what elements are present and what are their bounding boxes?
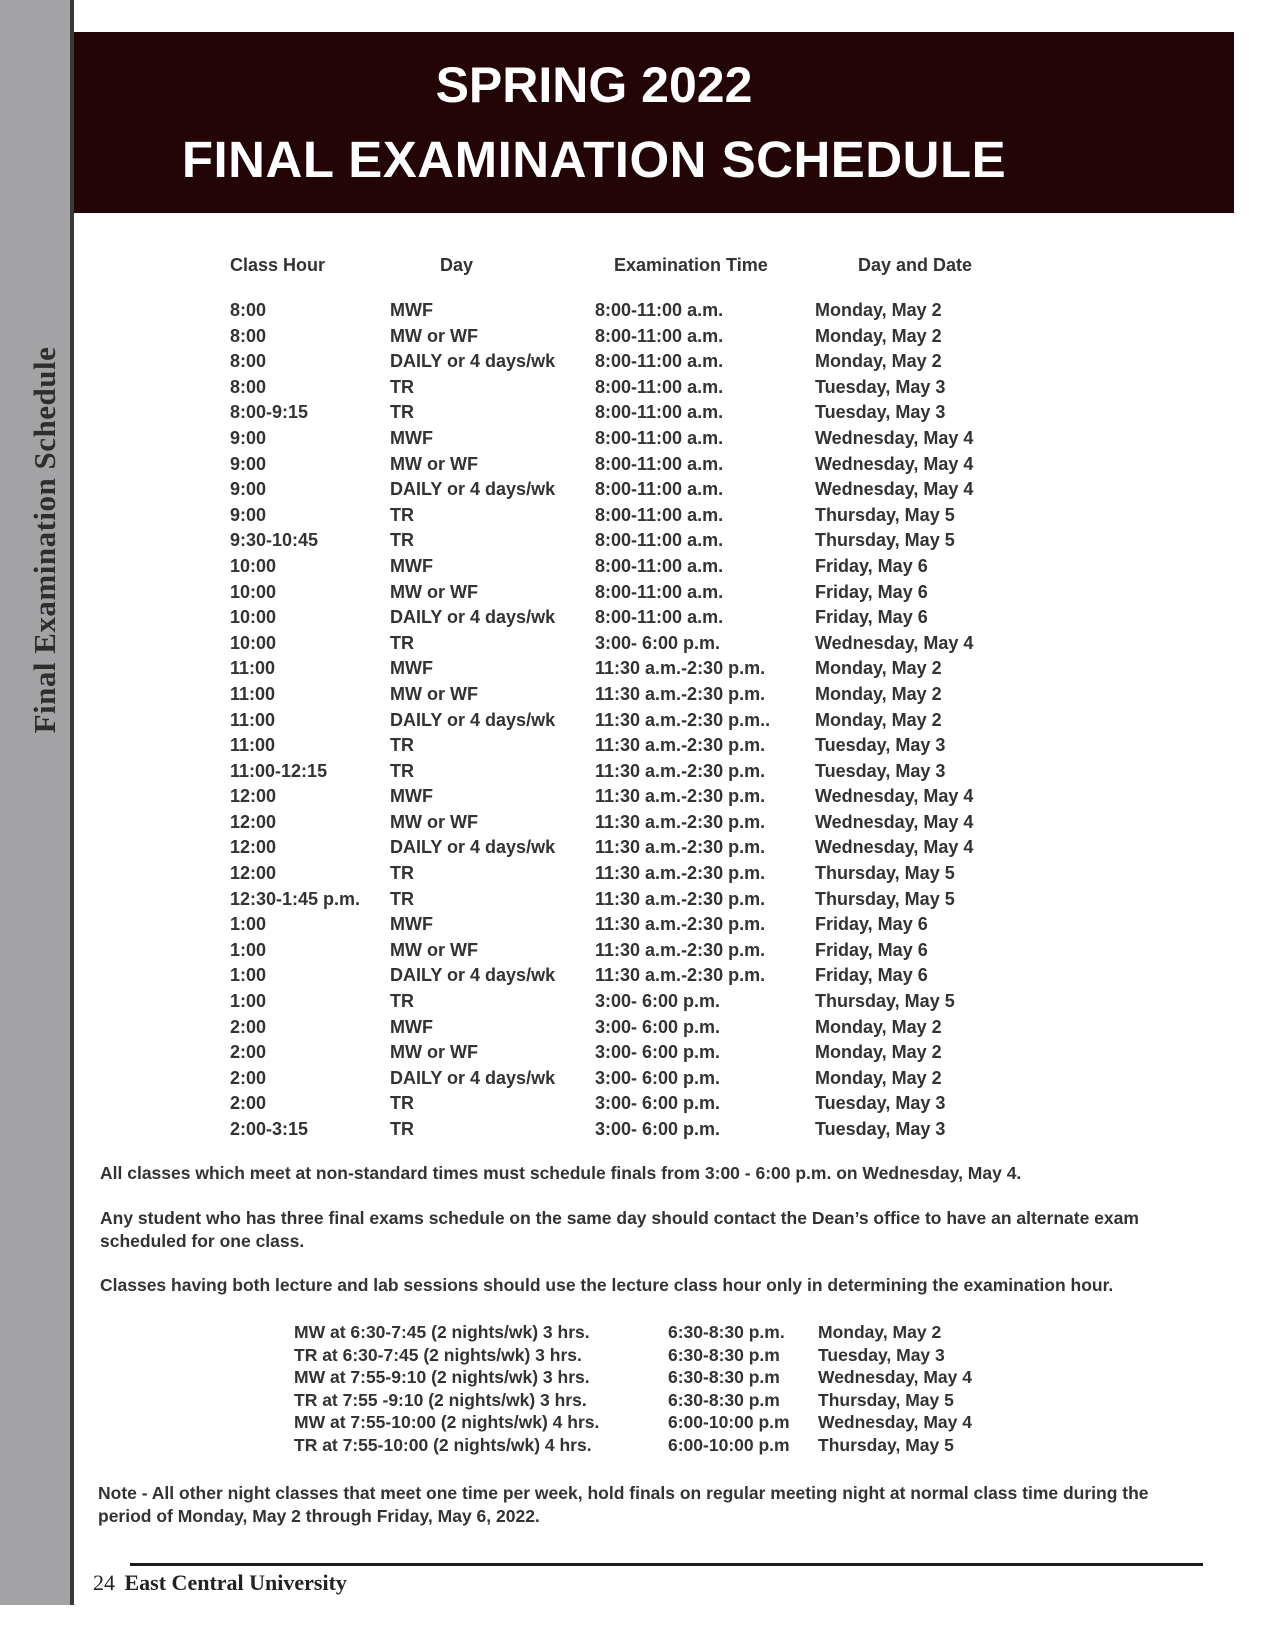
day-date-cell: Thursday, May 5 (815, 530, 955, 551)
day-date-cell: Wednesday, May 4 (815, 632, 974, 653)
day-cell: TR (390, 991, 414, 1012)
night-date-cell: Tuesday, May 3 (818, 1344, 945, 1365)
note-night-classes: Note - All other night classes that meet one time per week, hold finals on regular meeting night at normal class time during the period of Monday, May 2 through Friday, May 6, 2022. (98, 1483, 1149, 1526)
exam-time-cell: 11:30 a.m.-2:30 p.m. (595, 837, 766, 858)
column-header-exam-time: Examination Time (614, 255, 768, 275)
day-date-cell: Wednesday, May 4 (815, 837, 974, 858)
exam-time-cell: 8:00-11:00 a.m. (595, 325, 724, 346)
class-hour-cell: 9:00 (230, 504, 267, 525)
day-cell: TR (390, 863, 414, 884)
night-time-cell: 6:30-8:30 p.m (668, 1344, 780, 1365)
class-hour-cell: 11:00 (230, 735, 276, 756)
night-class-table (0, 1322, 1275, 1458)
table-row (0, 710, 1275, 736)
day-cell: MW or WF (390, 683, 478, 704)
day-cell: TR (390, 530, 414, 551)
table-row (0, 786, 1275, 812)
class-hour-cell: 10:00 (230, 607, 277, 628)
day-cell: TR (390, 1093, 414, 1114)
day-date-cell: Tuesday, May 3 (815, 376, 946, 397)
day-cell: MWF (390, 658, 433, 679)
day-cell: MWF (390, 555, 433, 576)
night-class-cell: TR at 7:55 -9:10 (2 nights/wk) 3 hrs. (294, 1389, 587, 1410)
table-row (0, 761, 1275, 787)
day-date-cell: Friday, May 6 (815, 939, 928, 960)
column-header-day-date: Day and Date (858, 255, 973, 275)
class-hour-cell: 1:00 (230, 965, 267, 986)
table-row (0, 1119, 1275, 1145)
class-hour-cell: 2:00 (230, 1042, 267, 1063)
day-cell: MWF (390, 786, 433, 807)
day-cell: TR (390, 1119, 414, 1139)
table-row (0, 735, 1275, 761)
table-row (0, 633, 1275, 659)
night-row (0, 1367, 1275, 1390)
day-date-cell: Monday, May 2 (815, 1042, 942, 1063)
day-date-cell: Thursday, May 5 (815, 991, 955, 1012)
exam-time-cell: 3:00- 6:00 p.m. (595, 991, 721, 1012)
table-row (0, 684, 1275, 710)
day-cell: DAILY or 4 days/wk (390, 351, 556, 372)
night-date-cell: Thursday, May 5 (818, 1389, 954, 1410)
class-hour-cell: 12:00 (230, 811, 277, 832)
day-date-cell: Thursday, May 5 (815, 863, 955, 884)
class-hour-cell: 12:30-1:45 p.m. (230, 888, 361, 909)
night-class-cell: MW at 7:55-10:00 (2 nights/wk) 4 hrs. (294, 1412, 600, 1433)
table-row (0, 402, 1275, 428)
day-date-cell: Friday, May 6 (815, 555, 928, 576)
day-date-cell: Monday, May 2 (815, 300, 942, 320)
table-row (0, 479, 1275, 505)
exam-time-cell: 8:00-11:00 a.m. (595, 351, 724, 372)
table-row (0, 658, 1275, 684)
class-hour-cell: 2:00 (230, 1016, 267, 1037)
day-date-cell: Tuesday, May 3 (815, 402, 946, 423)
day-cell: DAILY or 4 days/wk (390, 607, 556, 628)
exam-time-cell: 3:00- 6:00 p.m. (595, 1119, 721, 1139)
class-hour-cell: 2:00 (230, 1093, 267, 1114)
exam-time-cell: 3:00- 6:00 p.m. (595, 1016, 721, 1037)
exam-time-cell: 8:00-11:00 a.m. (595, 555, 724, 576)
day-date-cell: Wednesday, May 4 (815, 427, 974, 448)
table-row (0, 377, 1275, 403)
class-hour-cell: 8:00 (230, 325, 267, 346)
exam-time-cell: 11:30 a.m.-2:30 p.m. (595, 965, 766, 986)
column-header-day: Day (440, 255, 474, 275)
table-row (0, 454, 1275, 480)
exam-time-cell: 3:00- 6:00 p.m. (595, 1042, 721, 1063)
night-time-cell: 6:30-8:30 p.m. (668, 1322, 785, 1342)
day-cell: DAILY or 4 days/wk (390, 965, 556, 986)
table-row (0, 837, 1275, 863)
day-date-cell: Wednesday, May 4 (815, 811, 974, 832)
day-date-cell: Monday, May 2 (815, 325, 942, 346)
day-date-cell: Monday, May 2 (815, 683, 942, 704)
day-date-cell: Friday, May 6 (815, 914, 928, 935)
night-row (0, 1345, 1275, 1368)
day-cell: MWF (390, 914, 433, 935)
night-row (0, 1435, 1275, 1458)
table-row (0, 940, 1275, 966)
night-time-cell: 6:00-10:00 p.m (668, 1434, 790, 1455)
exam-time-cell: 11:30 a.m.-2:30 p.m.. (595, 709, 771, 730)
class-hour-cell: 1:00 (230, 991, 267, 1012)
day-cell: MW or WF (390, 581, 478, 602)
exam-time-cell: 8:00-11:00 a.m. (595, 504, 724, 525)
day-date-cell: Monday, May 2 (815, 1067, 942, 1088)
day-cell: TR (390, 760, 414, 781)
night-class-cell: TR at 7:55-10:00 (2 nights/wk) 4 hrs. (294, 1434, 592, 1455)
night-row (0, 1322, 1275, 1345)
class-hour-cell: 8:00 (230, 351, 267, 372)
exam-time-cell: 11:30 a.m.-2:30 p.m. (595, 760, 766, 781)
day-date-cell: Tuesday, May 3 (815, 735, 946, 756)
class-hour-cell: 12:00 (230, 837, 277, 858)
day-cell: MW or WF (390, 325, 478, 346)
day-date-cell: Tuesday, May 3 (815, 1093, 946, 1114)
class-hour-cell: 9:30-10:45 (230, 530, 319, 551)
table-row (0, 1042, 1275, 1068)
night-date-cell: Monday, May 2 (818, 1322, 942, 1342)
day-cell: DAILY or 4 days/wk (390, 709, 556, 730)
table-row (0, 300, 1275, 326)
day-date-cell: Wednesday, May 4 (815, 453, 974, 474)
day-date-cell: Thursday, May 5 (815, 888, 955, 909)
day-cell: TR (390, 632, 414, 653)
day-date-cell: Friday, May 6 (815, 607, 928, 628)
table-row (0, 607, 1275, 633)
class-hour-cell: 12:00 (230, 786, 277, 807)
day-date-cell: Monday, May 2 (815, 709, 942, 730)
table-row (0, 556, 1275, 582)
class-hour-cell: 10:00 (230, 555, 277, 576)
night-date-cell: Wednesday, May 4 (818, 1367, 972, 1388)
class-hour-cell: 11:00-12:15 (230, 760, 328, 781)
exam-time-cell: 3:00- 6:00 p.m. (595, 1067, 721, 1088)
exam-time-cell: 8:00-11:00 a.m. (595, 376, 724, 397)
night-class-cell: TR at 6:30-7:45 (2 nights/wk) 3 hrs. (294, 1344, 582, 1365)
class-hour-cell: 1:00 (230, 914, 267, 935)
night-time-cell: 6:30-8:30 p.m (668, 1367, 780, 1388)
day-cell: MW or WF (390, 939, 478, 960)
day-date-cell: Monday, May 2 (815, 658, 942, 679)
table-row (0, 530, 1275, 556)
day-cell: TR (390, 735, 414, 756)
day-cell: MWF (390, 1016, 433, 1037)
exam-time-cell: 11:30 a.m.-2:30 p.m. (595, 811, 766, 832)
note-lecture-lab: Classes having both lecture and lab sessions should use the lecture class hour only in determining the examination hour. (100, 1275, 1114, 1295)
class-hour-cell: 2:00-3:15 (230, 1119, 309, 1139)
exam-time-cell: 11:30 a.m.-2:30 p.m. (595, 735, 766, 756)
day-cell: TR (390, 402, 414, 423)
exam-time-cell: 11:30 a.m.-2:30 p.m. (595, 863, 766, 884)
day-cell: MW or WF (390, 811, 478, 832)
night-date-cell: Wednesday, May 4 (818, 1412, 972, 1433)
day-cell: TR (390, 504, 414, 525)
class-hour-cell: 1:00 (230, 939, 267, 960)
class-hour-cell: 10:00 (230, 632, 277, 653)
day-cell: MWF (390, 300, 433, 320)
university-name: East Central University (124, 1570, 347, 1595)
day-cell: TR (390, 376, 414, 397)
page-number: 24 (93, 1570, 115, 1595)
day-cell: DAILY or 4 days/wk (390, 1067, 556, 1088)
table-row (0, 863, 1275, 889)
table-row (0, 965, 1275, 991)
day-cell: MW or WF (390, 1042, 478, 1063)
header-semester: SPRING 2022 (435, 57, 753, 113)
day-date-cell: Monday, May 2 (815, 351, 942, 372)
exam-time-cell: 8:00-11:00 a.m. (595, 479, 724, 500)
exam-time-cell: 11:30 a.m.-2:30 p.m. (595, 683, 766, 704)
day-date-cell: Tuesday, May 3 (815, 1119, 946, 1139)
day-date-cell: Wednesday, May 4 (815, 479, 974, 500)
class-hour-cell: 12:00 (230, 863, 277, 884)
table-row (0, 889, 1275, 915)
class-hour-cell: 11:00 (230, 658, 276, 679)
day-date-cell: Friday, May 6 (815, 965, 928, 986)
day-cell: MW or WF (390, 453, 478, 474)
night-date-cell: Thursday, May 5 (818, 1434, 954, 1455)
class-hour-cell: 2:00 (230, 1067, 267, 1088)
exam-time-cell: 11:30 a.m.-2:30 p.m. (595, 914, 766, 935)
night-row (0, 1412, 1275, 1435)
class-hour-cell: 8:00 (230, 376, 267, 397)
exam-time-cell: 11:30 a.m.-2:30 p.m. (595, 786, 766, 807)
exam-time-cell: 8:00-11:00 a.m. (595, 427, 724, 448)
table-row (0, 351, 1275, 377)
day-cell: MWF (390, 427, 433, 448)
day-date-cell: Tuesday, May 3 (815, 760, 946, 781)
table-row (0, 1068, 1275, 1094)
exam-time-cell: 3:00- 6:00 p.m. (595, 1093, 721, 1114)
day-date-cell: Friday, May 6 (815, 581, 928, 602)
note-nonstandard: All classes which meet at non-standard times must schedule finals from 3:00 - 6:00 p.m. on Wednesday, May 4. (100, 1163, 1022, 1183)
class-hour-cell: 11:00 (230, 709, 276, 730)
side-section-label: Final Examination Schedule (27, 346, 62, 734)
class-hour-cell: 10:00 (230, 581, 277, 602)
table-row (0, 326, 1275, 352)
class-hour-cell: 8:00 (230, 300, 267, 320)
exam-time-cell: 8:00-11:00 a.m. (595, 453, 724, 474)
day-date-cell: Monday, May 2 (815, 1016, 942, 1037)
exam-time-cell: 8:00-11:00 a.m. (595, 402, 724, 423)
table-row (0, 914, 1275, 940)
day-cell: DAILY or 4 days/wk (390, 479, 556, 500)
page-footer (93, 1570, 347, 1596)
class-hour-cell: 11:00 (230, 683, 276, 704)
exam-time-cell: 11:30 a.m.-2:30 p.m. (595, 888, 766, 909)
footer-rule (130, 1563, 1203, 1566)
night-class-cell: MW at 6:30-7:45 (2 nights/wk) 3 hrs. (294, 1322, 590, 1342)
class-hour-cell: 9:00 (230, 479, 267, 500)
exam-time-cell: 11:30 a.m.-2:30 p.m. (595, 939, 766, 960)
page-header (74, 32, 1234, 213)
night-time-cell: 6:00-10:00 p.m (668, 1412, 790, 1433)
table-row (0, 505, 1275, 531)
class-hour-cell: 9:00 (230, 453, 267, 474)
table-row (0, 812, 1275, 838)
exam-time-cell: 8:00-11:00 a.m. (595, 530, 724, 551)
table-row (0, 1017, 1275, 1043)
day-cell: TR (390, 888, 414, 909)
day-date-cell: Wednesday, May 4 (815, 786, 974, 807)
night-row (0, 1390, 1275, 1413)
night-time-cell: 6:30-8:30 p.m (668, 1389, 780, 1410)
day-cell: DAILY or 4 days/wk (390, 837, 556, 858)
exam-time-cell: 3:00- 6:00 p.m. (595, 632, 721, 653)
day-date-cell: Thursday, May 5 (815, 504, 955, 525)
note-three-exams: Any student who has three final exams schedule on the same day should contact the Dean’s office to have an alternate exam scheduled for one class. (100, 1208, 1139, 1251)
schedule-table (0, 300, 1275, 1145)
table-row (0, 582, 1275, 608)
exam-time-cell: 8:00-11:00 a.m. (595, 300, 724, 320)
exam-time-cell: 8:00-11:00 a.m. (595, 607, 724, 628)
exam-time-cell: 8:00-11:00 a.m. (595, 581, 724, 602)
table-row (0, 428, 1275, 454)
class-hour-cell: 9:00 (230, 427, 267, 448)
header-title: FINAL EXAMINATION SCHEDULE (181, 131, 1007, 188)
table-row (0, 1093, 1275, 1119)
class-hour-cell: 8:00-9:15 (230, 402, 309, 423)
column-header-class-hour: Class Hour (230, 255, 326, 275)
exam-time-cell: 11:30 a.m.-2:30 p.m. (595, 658, 766, 679)
night-class-cell: MW at 7:55-9:10 (2 nights/wk) 3 hrs. (294, 1367, 590, 1388)
table-row (0, 991, 1275, 1017)
